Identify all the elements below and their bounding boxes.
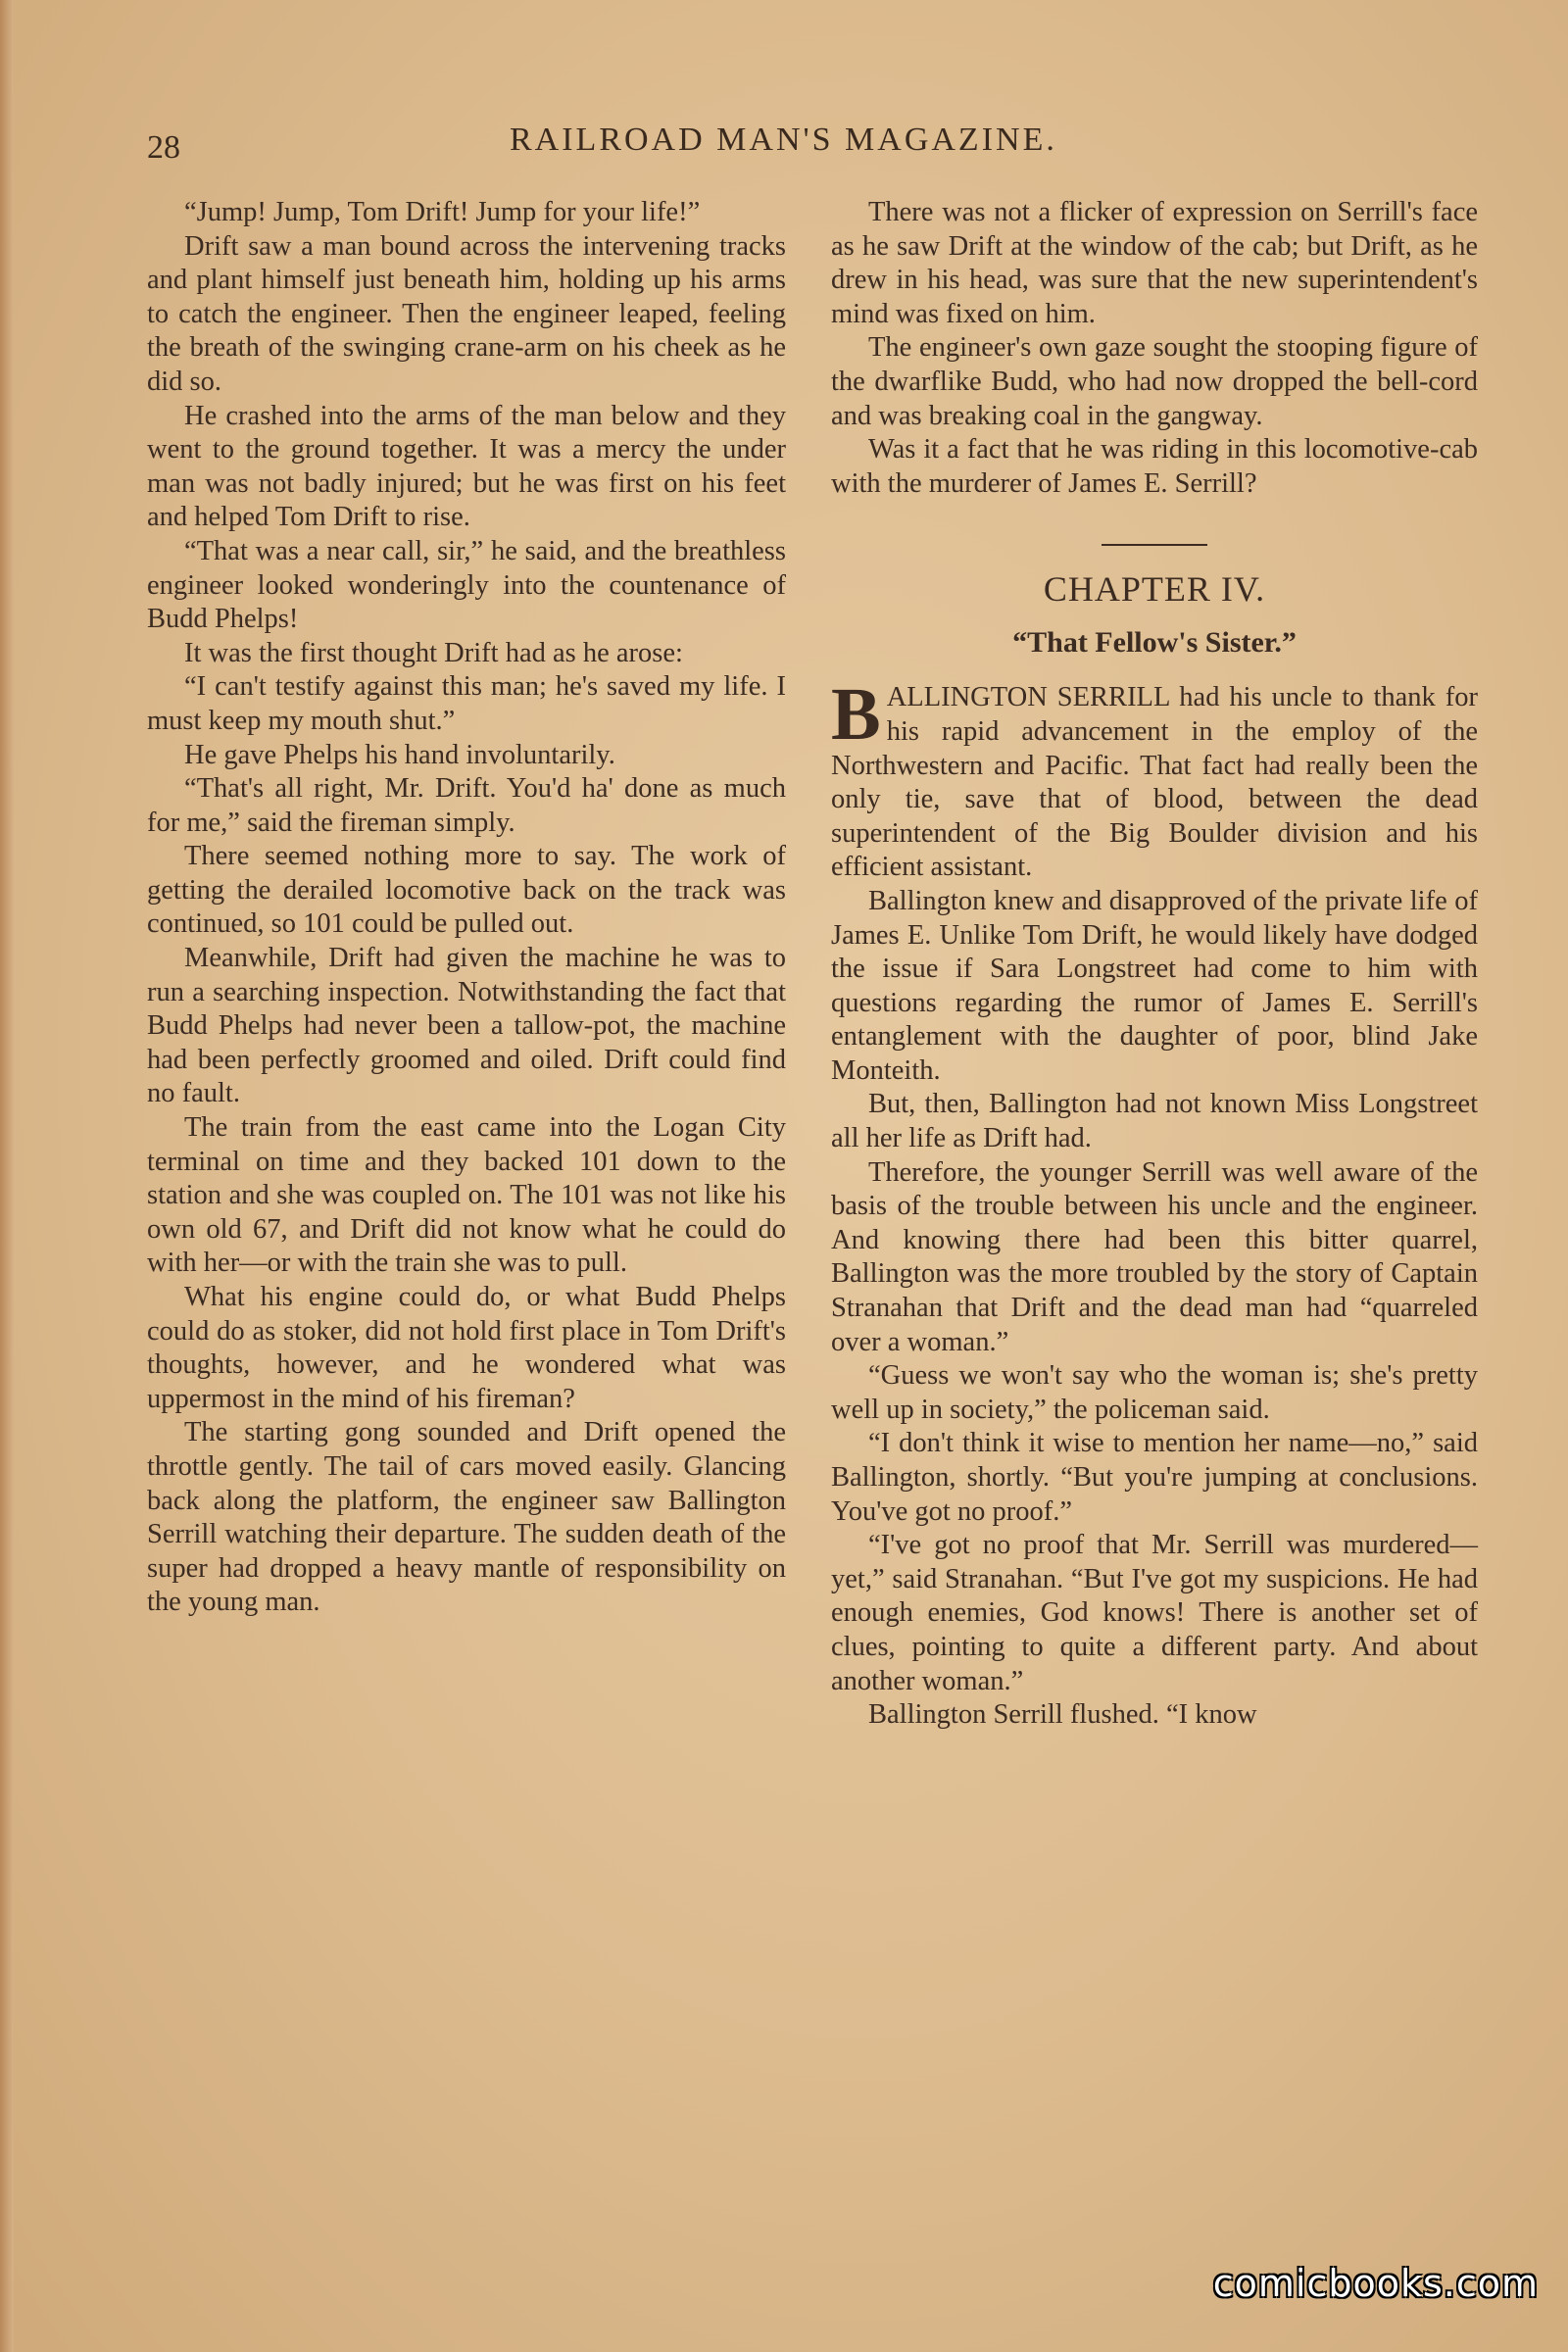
- paragraph: Drift saw a man bound across the intervening tracks and plant himself just beneath him, holding up his arms to catch the engineer. Then the engineer leaped, feeling the breath of the swinging crane-arm on his cheek as he did so.: [147, 230, 786, 397]
- drop-cap: B: [831, 673, 881, 757]
- paragraph: Ballington Serrill flushed. “I know: [868, 1699, 1257, 1731]
- paragraph: “Jump! Jump, Tom Drift! Jump for your life!”: [184, 197, 701, 227]
- paragraph: “I don't think it wise to mention her name—no,” said Ballington, shortly. “But you're jumping at conclusions. You've got no proof.”: [831, 1428, 1478, 1527]
- paragraph: Meanwhile, Drift had given the machine he was to run a searching inspection. Notwithstanding the fact that Budd Phelps had never been a tallow-pot, the machine had been perfectly groomed and oiled. Drift could find no fault.: [147, 943, 786, 1109]
- paragraph: “I've got no proof that Mr. Serrill was murdered—yet,” said Stranahan. “But I've got my suspicions. He had enough enemies, God knows! There is another set of clues, pointing to quite a different party. And about another woman.”: [831, 1530, 1478, 1696]
- paragraph: “That was a near call, sir,” he said, and the breathless engineer looked wonderingly into the countenance of Budd Phelps!: [147, 535, 786, 635]
- paragraph: It was the first thought Drift had as he arose:: [184, 637, 683, 668]
- chapter-subtitle: “That Fellow's Sister.”: [1012, 626, 1297, 660]
- paragraph: Therefore, the younger Serrill was well aware of the basis of the trouble between his uncle and the engineer. And knowing there had been this bitter quarrel, Ballington was the more troubled by the story of Captain Stranahan that Drift and the dead man had “quarreled over a woman.”: [831, 1156, 1478, 1357]
- paragraph: “I can't testify against this man; he's saved my life. I must keep my mouth shut.”: [147, 671, 786, 736]
- paragraph: “Guess we won't say who the woman is; she's pretty well up in society,” the policeman said.: [831, 1360, 1478, 1425]
- page-edge: [0, 0, 14, 2352]
- page-number: 28: [147, 129, 180, 166]
- paragraph: The starting gong sounded and Drift opened the throttle gently. The tail of cars moved easily. Glancing back along the platform, the engineer saw Ballington Serrill watching their departure. The sudden death of the super had dropped a heavy mantle of responsibility on the young man.: [147, 1417, 786, 1618]
- paragraph: He gave Phelps his hand involuntarily.: [184, 739, 615, 770]
- paragraph: “That's all right, Mr. Drift. You'd ha' done as much for me,” said the fireman simply.: [147, 773, 786, 838]
- first-paragraph-text: ALLINGTON SERRILL had his uncle to thank for his rapid advancement in the employ of the Northwestern and Pacific. That fact had really been the only tie, save that of blood, between the dead superintendent of the Big Boulder division and his efficient assistant.: [831, 682, 1478, 883]
- paragraph: There was not a flicker of expression on Serrill's face as he saw Drift at the window of the cab; but Drift, as he drew in his head, was sure that the new superintendent's mind was fixed on him.: [831, 197, 1478, 329]
- paragraph: Ballington knew and disapproved of the private life of James E. Unlike Tom Drift, he would likely have dodged the issue if Sara Longstreet had come to him with questions regarding the rumor of James E. Serrill's entanglement with the daughter of poor, blind Jake Monteith.: [831, 885, 1478, 1086]
- right-column: [831, 196, 1478, 1733]
- paragraph: He crashed into the arms of the man below and they went to the ground together. It was a mercy the under man was not badly injured; but he was first on his feet and helped Tom Drift to rise.: [147, 400, 786, 533]
- paragraph: But, then, Ballington had not known Miss Longstreet all her life as Drift had.: [831, 1089, 1478, 1154]
- section-divider: [1102, 544, 1207, 546]
- chapter-title: CHAPTER IV.: [1043, 569, 1266, 610]
- paragraph: Was it a fact that he was riding in this locomotive-cab with the murderer of James E. Serrill?: [831, 434, 1478, 499]
- paragraph: The engineer's own gaze sought the stooping figure of the dwarflike Budd, who had now dropped the bell-cord and was breaking coal in the gangway.: [831, 332, 1478, 431]
- paragraph: There seemed nothing more to say. The work of getting the derailed locomotive back on the track was continued, so 101 could be pulled out.: [147, 841, 786, 940]
- page-header: [147, 116, 1480, 174]
- site-watermark: comicbooks.com: [1212, 2262, 1539, 2305]
- chapter-first-paragraph: [831, 673, 1478, 885]
- running-title: RAILROAD MAN'S MAGAZINE.: [510, 122, 1057, 158]
- paragraph: The train from the east came into the Logan City terminal on time and they backed 101 down to the station and she was coupled on. The 101 was not like his own old 67, and Drift did not know what he could do with her—or with the train she was to pull.: [147, 1112, 786, 1279]
- paragraph: What his engine could do, or what Budd Phelps could do as stoker, did not hold first place in Tom Drift's thoughts, however, and he wondered what was uppermost in the mind of his fireman?: [147, 1282, 786, 1414]
- left-column: [147, 196, 786, 1620]
